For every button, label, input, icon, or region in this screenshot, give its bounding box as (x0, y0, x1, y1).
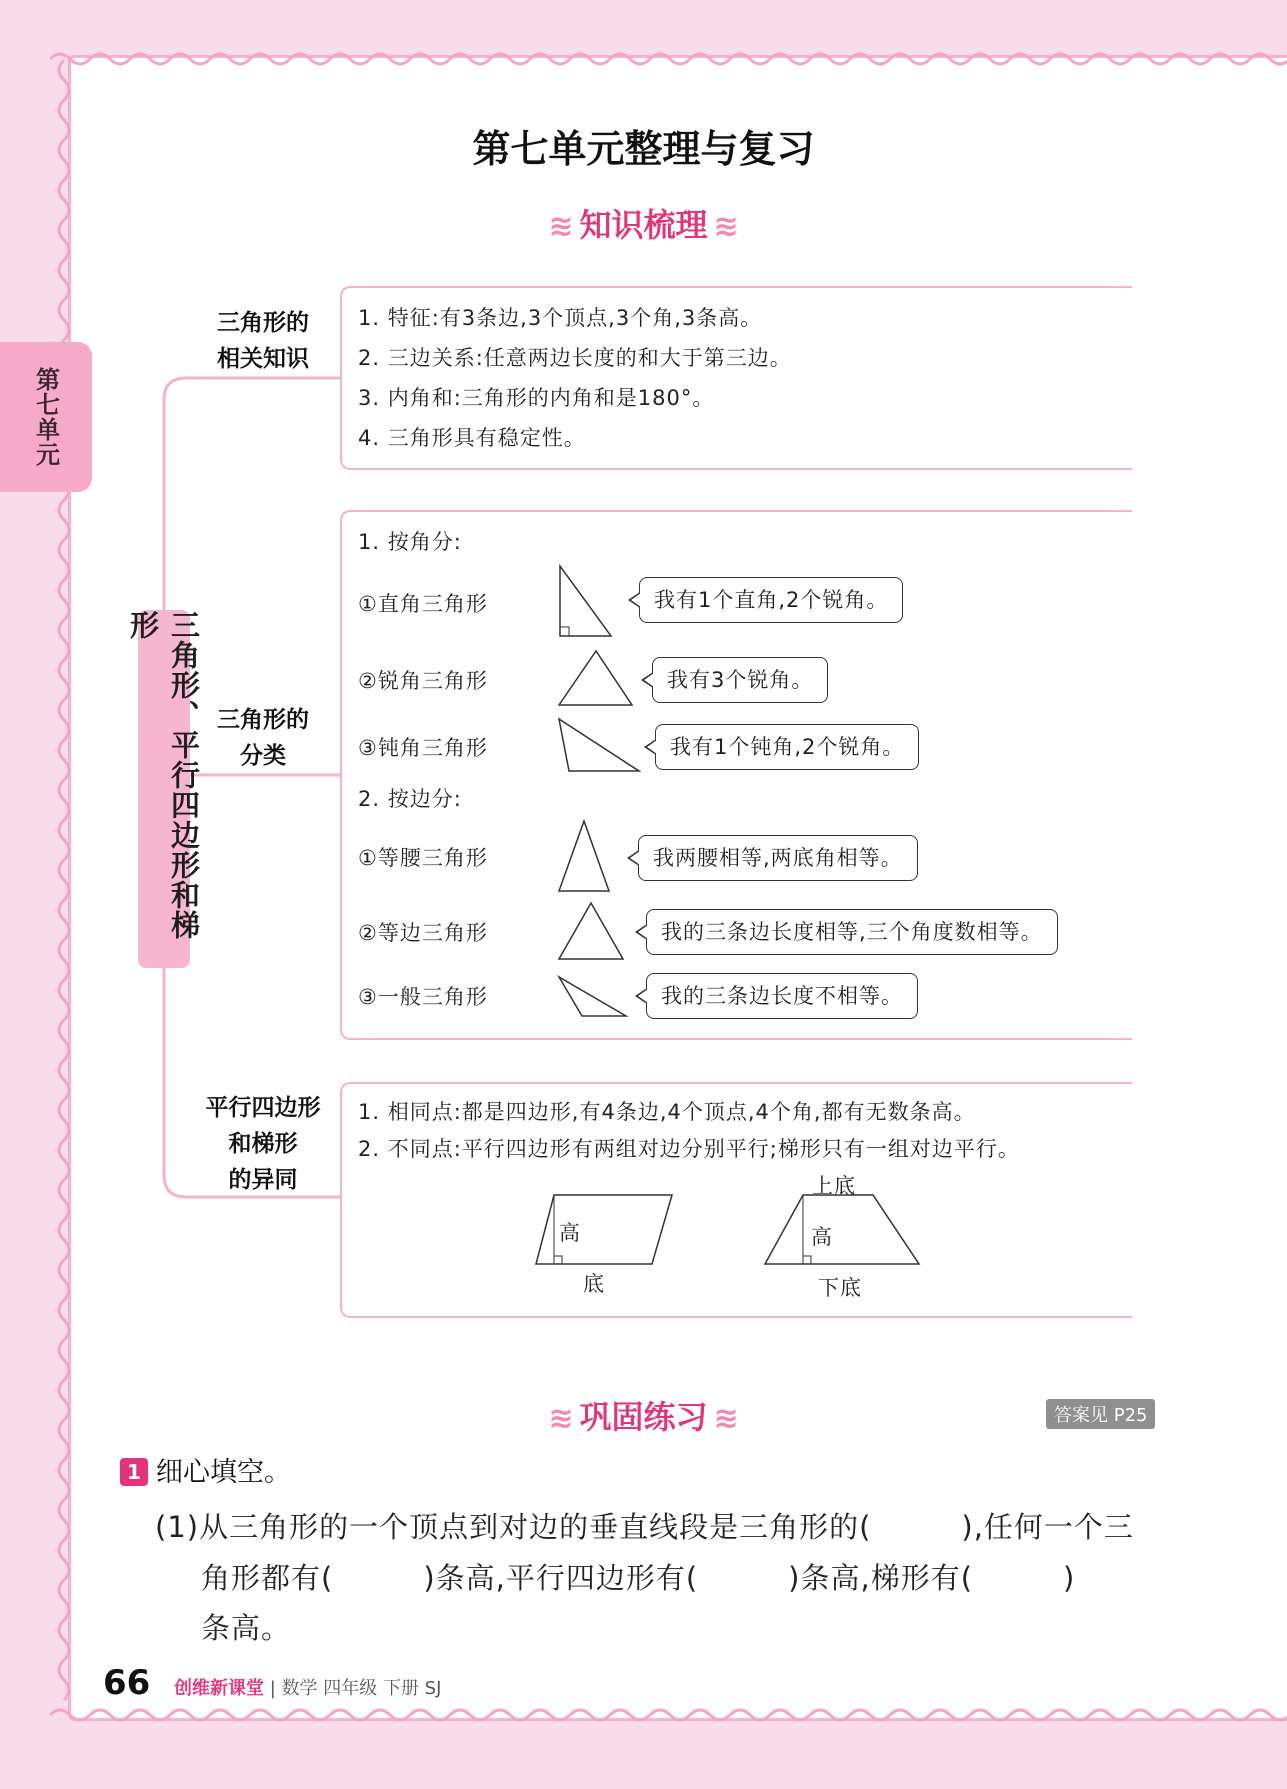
scalene-triangle-label: ③一般三角形 (358, 985, 488, 1009)
question-number-badge: 1 (120, 1458, 148, 1486)
branch-label-parallelogram-trapezoid (188, 1090, 338, 1198)
right-triangle-bubble: 我有1个直角,2个锐角。 (639, 577, 903, 623)
knowledge-line-3: 3. 内角和:三角形的内角和是180°。 (358, 386, 715, 410)
page-number: 66 (103, 1663, 151, 1703)
acute-triangle-figure (556, 648, 636, 708)
trapezoid-height-label: 高 (811, 1225, 833, 1249)
branch-label-line: 和梯形 (228, 1131, 298, 1157)
equilateral-triangle-figure (556, 900, 626, 962)
by-side-heading: 2. 按边分: (358, 787, 462, 811)
parallelogram-height-label: 高 (559, 1221, 581, 1245)
right-triangle-label: ①直角三角形 (358, 592, 488, 616)
acute-triangle-bubble: 我有3个锐角。 (652, 657, 828, 703)
wave-ornament-icon: ≋ (713, 209, 739, 244)
branch-label-line: 平行四边形 (205, 1095, 321, 1121)
trapezoid-figure (763, 1192, 923, 1268)
branch-label-line: 相关知识 (217, 346, 309, 372)
branch-label-line: 的异同 (228, 1167, 298, 1193)
equilateral-triangle-bubble: 我的三条边长度相等,三个角度数相等。 (646, 909, 1058, 955)
mind-map-spine (126, 610, 201, 968)
isosceles-triangle-label: ①等腰三角形 (358, 846, 488, 870)
obtuse-triangle-figure (556, 716, 642, 774)
branch-label-line: 三角形的 (217, 707, 309, 733)
answer-reference-badge: 答案见 P25 (1046, 1399, 1155, 1429)
unit-tab-label: 第七单元 (31, 367, 60, 467)
branch-label-line: 分类 (240, 743, 286, 769)
branch-label-line: 三角形的 (217, 310, 309, 336)
mind-map-spine-text: 三角形、平行四边形和梯形 (126, 610, 201, 940)
scalene-triangle-bubble: 我的三条边长度不相等。 (646, 973, 918, 1019)
equilateral-triangle-label: ②等边三角形 (358, 921, 488, 945)
obtuse-triangle-bubble: 我有1个钝角,2个锐角。 (655, 724, 919, 770)
trapezoid-top-label: 上底 (812, 1174, 856, 1198)
footer-book-info: | 数学 四年级 下册 SJ (269, 1678, 442, 1699)
section-heading-knowledge-text: 知识梳理 (579, 206, 708, 244)
parallelogram-figure (534, 1192, 676, 1268)
acute-triangle-label: ②锐角三角形 (358, 669, 488, 693)
section-heading-practice-text: 巩固练习 (579, 1398, 708, 1436)
question-line-2: 角形都有( )条高,平行四边形有( )条高,梯形有( ) (201, 1561, 1076, 1595)
obtuse-triangle-label: ③钝角三角形 (358, 736, 488, 760)
knowledge-line-4: 4. 三角形具有稳定性。 (358, 426, 586, 450)
branch-label-triangle-knowledge (188, 305, 338, 377)
isosceles-triangle-bubble: 我两腰相等,两底角相等。 (638, 835, 918, 881)
wave-ornament-icon: ≋ (713, 1401, 739, 1436)
question-line-3: 条高。 (201, 1611, 292, 1645)
footer-info (174, 1674, 441, 1700)
parallelogram-base-label: 底 (583, 1272, 605, 1296)
wave-ornament-icon: ≋ (548, 1401, 574, 1436)
question-title: 细心填空。 (156, 1457, 291, 1488)
same-points-line: 1. 相同点:都是四边形,有4条边,4个顶点,4个角,都有无数条高。 (358, 1100, 976, 1124)
wave-ornament-icon: ≋ (548, 209, 574, 244)
scalene-triangle-figure (556, 972, 630, 1020)
isosceles-triangle-figure (556, 818, 614, 894)
trapezoid-bottom-label: 下底 (818, 1276, 862, 1300)
by-angle-heading: 1. 按角分: (358, 530, 462, 554)
difference-line: 2. 不同点:平行四边形有两组对边分别平行;梯形只有一组对边平行。 (358, 1137, 1020, 1161)
knowledge-line-1: 1. 特征:有3条边,3个顶点,3个角,3条高。 (358, 306, 763, 330)
page-title: 第七单元整理与复习 (472, 127, 815, 171)
footer-brand: 创维新课堂 (174, 1678, 264, 1699)
question-line-1: (1)从三角形的一个顶点到对边的垂直线段是三角形的( ),任何一个三 (155, 1510, 1134, 1544)
branch-label-triangle-classification (188, 702, 338, 774)
right-triangle-figure (555, 563, 615, 639)
knowledge-line-2: 2. 三边关系:任意两边长度的和大于第三边。 (358, 346, 792, 370)
